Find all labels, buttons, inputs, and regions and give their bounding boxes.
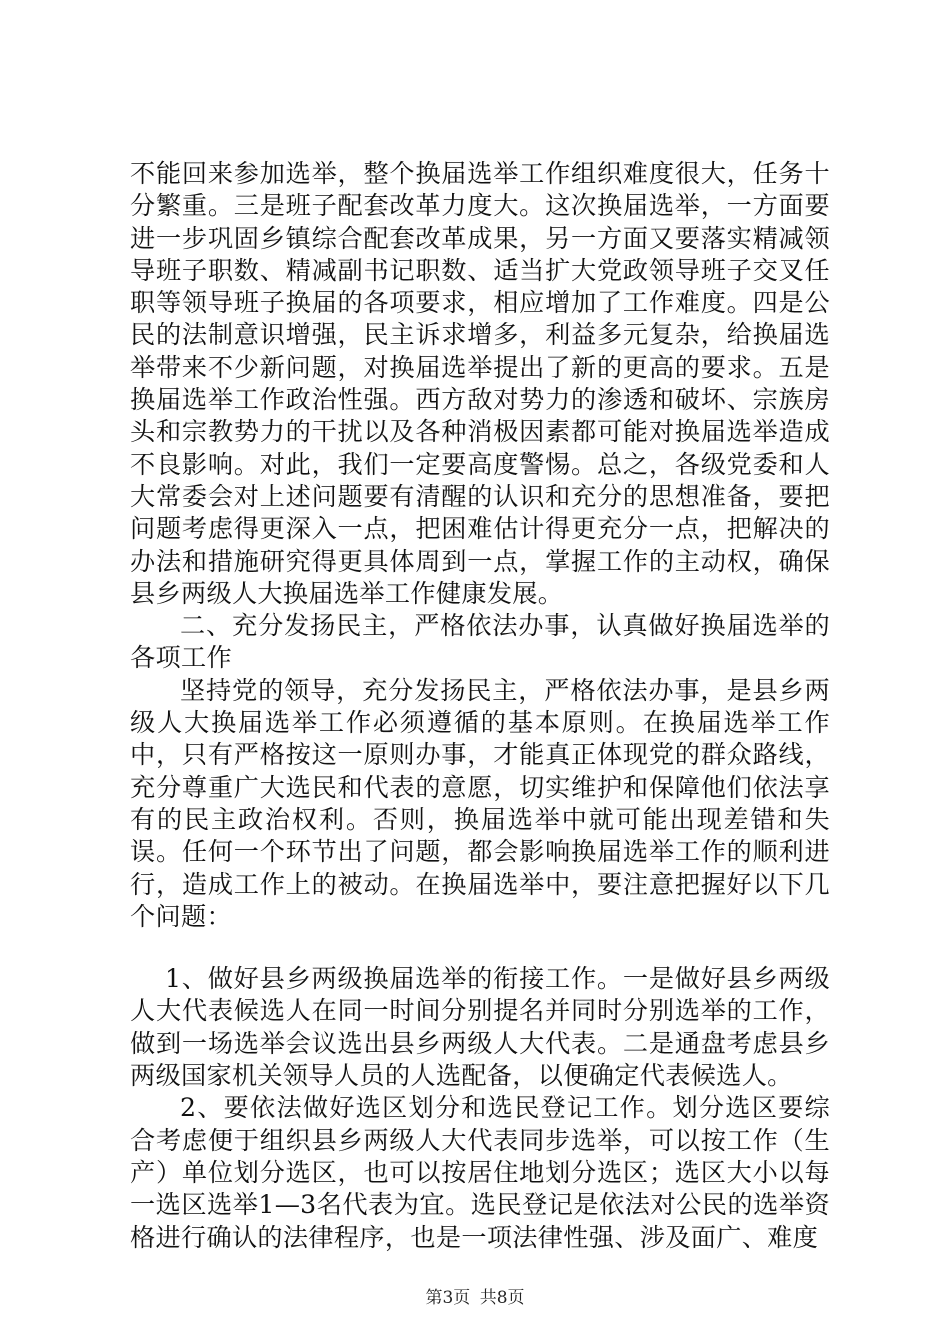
page-footer xyxy=(0,1283,950,1308)
paragraph-continued: 不能回来参加选举，整个换届选举工作组织难度很大，任务十分繁重。三是班子配套改革力度大。这次换届选举，一方面要进一步巩固乡镇综合配套改革成果，另一方面又要落实精减领导班子职数、精减副书记职数、适当扩大党政领导班子交叉任职等领导班子换届的各项要求，相应增加了工作难度。四是公民的法制意识增强，民主诉求增多，利益多元复杂，给换届选举带来不少新问题，对换届选举提出了新的更高的要求。五是换届选举工作政治性强。西方敌对势力的渗透和破坏、宗族房头和宗教势力的干扰以及各种消极因素都可能对换届选举造成不良影响。对此，我们一定要高度警惕。总之，各级党委和人大常委会对上述问题要有清醒的认识和充分的思想准备，要把问题考虑得更深入一点，把困难估计得更充分一点，把解决的办法和措施研究得更具体周到一点，掌握工作的主动权，确保县乡两级人大换届选举工作健康发展。 xyxy=(130,159,830,608)
list-item: 1、做好县乡两级换届选举的衔接工作。一是做好县乡两级人大代表候选人在同一时间分别提名并同时分别选举的工作，做到一场选举会议选出县乡两级人大代表。二是通盘考虑县乡两级国家机关领导人员的人选配备，以便确定代表候选人。 xyxy=(130,964,830,1091)
paragraph: 坚持党的领导，充分发扬民主，严格依法办事，是县乡两级人大换届选举工作必须遵循的基本原则。在换届选举工作中，只有严格按这一原则办事，才能真正体现党的群众路线，充分尊重广大选民和代表的意愿，切实维护和保障他们依法享有的民主政治权利。否则，换届选举中就可能出现差错和失误。任何一个环节出了问题，都会影响换届选举工作的顺利进行，造成工作上的被动。在换届选举中，要注意把握好以下几个问题： xyxy=(130,675,830,931)
document-body xyxy=(130,158,830,1254)
section-heading: 二、充分发扬民主，严格依法办事，认真做好换届选举的各项工作 xyxy=(130,611,830,673)
page-total: 共8页 xyxy=(479,1288,525,1308)
list-item: 2、要依法做好选区划分和选民登记工作。划分选区要综合考虑便于组织县乡两级人大代表同步选举，可以按工作（生产）单位划分选区，也可以按居住地划分选区；选区大小以每一选区选举1—3名代表为宜。选民登记是依法对公民的选举资格进行确认的法律程序，也是一项法律性强、涉及面广、难度 xyxy=(130,1093,830,1252)
paragraph-gap xyxy=(130,933,830,963)
page-number: 第3页 xyxy=(425,1288,471,1308)
